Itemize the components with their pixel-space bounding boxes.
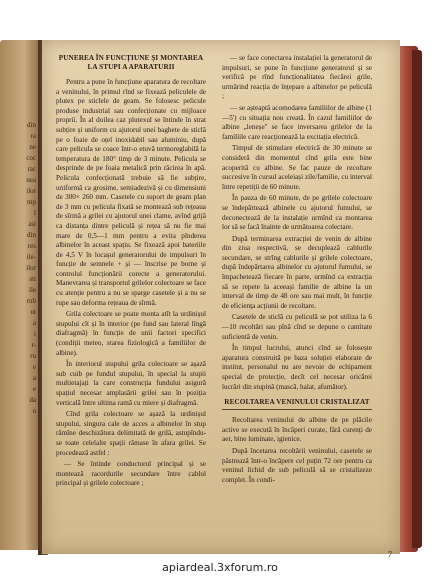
paragraph: În pauza de 60 minute, de pe grilele colectoare se îndepărtează albinele cu ajutorul fumului, se deconectează de la instalație urmînd ca montarea lor să se facă înainte de următoarea colectare. [222, 194, 372, 232]
paragraph: După încetarea recoltării veninului, casetele se păstrează într-o încăpere cel puțin 72 ore pentru ca veninul lichid de sub peliculă să se cristalizeze complet. În condi- [222, 446, 372, 484]
right-column [222, 54, 372, 487]
previous-page-fragment: sti [29, 275, 36, 283]
previous-page-fragment: rub [26, 297, 36, 305]
paragraph: În timpul lucrului, atunci cînd se folosește aparatura construită pe baza soluției elaborate de institut, personalul nu are nevoie de echipament special de protecție, decît cel necesar oricărei lucrări din stupină (mască, halat, afumător). [222, 344, 372, 391]
previous-page-text-fragments [2, 120, 36, 417]
section-heading-punerea: PUNEREA ÎN FUNCȚIUNE ȘI MONTAREA LA STUPI A APARATURII [58, 54, 204, 71]
watermark-text: apiardeal.3xforum.ro [162, 561, 278, 574]
previous-page-fragment: mp [27, 198, 36, 206]
paragraph: Casetele de sticlă cu peliculă se pot utiliza la 6—10 recoltări sau pînă cînd se depune o cantitate suficientă de venin. [222, 313, 372, 341]
paragraph: Timpul de stimulare electrică de 30 minute se consideră din momentul cînd grila este bine acoperită cu albine. Se fac pauze de recoltare succesive în cursul aceleiași zile/familie, cu interval între repetiții de 60 minute. [222, 144, 372, 191]
previous-page-fragment: asi [28, 220, 36, 228]
paragraph: În interiorul stupului grila colectoare se așază sub cuib pe fundul stupului, în special la stupii multietajați la care construcția fundului asigură spațiul necesar amplasării grilei sau în poziția verticală între ultima ramă cu miere și diafragmă. [56, 360, 206, 407]
previous-page-fragment: e [32, 363, 36, 371]
left-column [56, 54, 206, 491]
paragraph: Grila colectoare se poate monta atît la urdinișul stupului cît și în interior (pe fund sau lateral lîngă diafragmă) în funcție de unii factori specifici (condiții meteo, starea fiziologică a familiilor de albine). [56, 310, 206, 357]
paragraph: — se așteaptă acomodarea familiilor de albine (1—5') cu situația nou creată. În cazul familiilor de albine „leneșe" se face inversarea grilelor de la familiile care reacționează la excitația electrică. [222, 103, 372, 141]
previous-page-fragment: ile [29, 286, 36, 294]
paragraph: — se face conectarea instalației la generatorul de impulsuri, se pune în funcțiune generatorul și se verifică pe rînd funcționalitatea fiecărei grile, urmărind reacția de înțepare a albinelor pe peliculă ; [222, 54, 372, 101]
paragraph: Cînd grila colectoare se așază la urdinișul stupului, singura cale de acces a albinelor în stup rămîne deschizătura delimitată de grilă, astupîndu-se toate celelalte spații rămase în afara grilei. Se procedează astfel : [56, 410, 206, 457]
paragraph: Pentru a pune în funcțiune aparatura de recoltare a veninului, în primul rînd se fixează peliculele de plutex pe sticlele de geam. Se folosesc pelicule produse industrial sau confecționate cu mijloace proprii. În al doilea caz plutexul se întinde în strat subțire și uniform cu ajutorul unei baghete de sticlă pe o foaie de oțel inoxidabil sau aluminiu, după care pelicula se coace într-o etuvă termoreglabilă la temperatura de 180° timp de 3 minute. Pelicula se desprinde de pe foaia metalică prin răcirea în apă. Pelicula confecționată trebuie să fie subțire, uniformă ca grosime, semiadezivă și cu dimensiuni de 300× 260 mm. Casetele cu suport de geam plan de 3 mm cu pelicula fixată se montează sub rețeaua de sîrmă a grilei cu ajutorul unei clame, avînd grijă ca distanța dintre peliculă și rețea să nu fie mai mare de 0,5—1 mm pentru a evita pînderea albinelor în aceast spațiu. Se fixează apoi bateriile de 4,5 V în locașul generatorului de impulsuri în funcție de semnele + și — înscrise pe borne și controlul funcționării corecte a generatorului. Manevrarea și transportul grilelor colectoare se face cu atenție pentru a nu se sparge casetele și a nu se rupe sau deforma rețeaua de sîrmă. [56, 78, 206, 307]
previous-page-fragment: e [32, 385, 36, 393]
previous-page-fragment: ilor [26, 187, 36, 195]
previous-page-fragment: u [32, 407, 36, 415]
book-page [42, 40, 400, 559]
book-cover-shadow [412, 50, 422, 548]
paragraph: — Se întinde conductorul principal și se montează racordurile secundare între cablul principal și grilele colectoare ; [56, 460, 206, 488]
previous-page-fragment: ra [30, 132, 36, 140]
previous-page-fragment: a [32, 319, 36, 327]
previous-page-fragment: ilor [26, 264, 36, 272]
previous-page-fragment: res [27, 242, 36, 250]
previous-page-fragment: din [27, 121, 36, 129]
previous-page-fragment: coc [26, 154, 36, 162]
previous-page-fragment: din [27, 231, 36, 239]
previous-page-fragment: i [34, 330, 36, 338]
previous-page-fragment: ile- [26, 253, 36, 261]
paragraph: Recoltarea veninului de albine de pe plăcile active se execută în încăperi curate, fără curenți de aer, bine luminate, igienice. [222, 416, 372, 444]
previous-page-fragment: ut [30, 308, 36, 316]
previous-page-fragment: nea [26, 176, 36, 184]
previous-page-fragment: a [32, 374, 36, 382]
previous-page-fragment: da [29, 396, 36, 404]
paragraph: După terminarea extracției de venin de albine din ziua respectivă, se decuplează cablurile secundare, se strîng cablurile și grilele colectoare, după îndepărtarea albinelor cu ajutorul fumului, se împachetează fiecare în parte, urmînd ca extracția să se repete la aceeași familie de albine la un interval de timp de 48 ore sau mai mult, în funcție de eficiența acțiunii de recoltare. [222, 234, 372, 310]
previous-page-fragment: ru [30, 352, 36, 360]
previous-page-fragment: r- [31, 341, 36, 349]
previous-page-fragment: rac [27, 165, 36, 173]
previous-page-fragment: ne [29, 143, 36, 151]
page-number: 7 [388, 550, 392, 559]
previous-page-fragment: l [34, 209, 36, 217]
section-heading-recoltarea: RECOLTAREA VENINULUI CRISTALIZAT [222, 398, 372, 410]
